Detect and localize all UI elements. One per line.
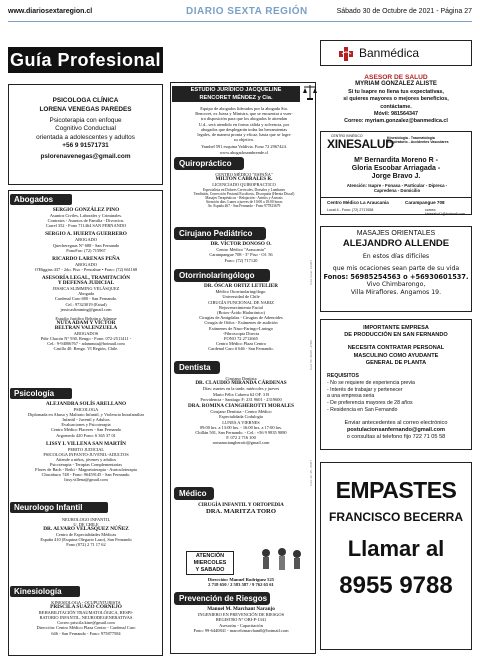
empleo-envio: Enviar antecedentes al correo electrónico bbox=[344, 419, 448, 426]
list-item: JESSICA SLIMMING VELÁSQUEZ bbox=[52, 286, 120, 292]
list-item: RATORIO INFANTIL, NEURODEGENERATIVAS bbox=[39, 615, 133, 621]
list-item[interactable]: Correo priscila.kine@gmail.com bbox=[57, 620, 115, 626]
list-item: DR. ÓSCAR ORTIZ LETELIER bbox=[204, 283, 278, 289]
psico-line-1: PSICOLOGA CLÍNICA bbox=[52, 97, 119, 104]
list-item: O'Higgins 437 - 2do. Piso - Pencahue • Fono: (72) 661168 bbox=[34, 266, 138, 272]
list-item: REHABILITACIÓN TRAUMATOLÓGICA, RESPI- bbox=[38, 610, 134, 616]
empleo-heading-1: IMPORTANTE EMPRESA bbox=[363, 325, 429, 331]
section-medico: Médico bbox=[174, 487, 214, 500]
atencion-line: ATENCIÓN bbox=[195, 553, 225, 559]
list-item: CIRUGÍA INFANTIL Y ORTOPEDIA bbox=[198, 502, 284, 508]
list-item: abogados que desplegarán todas las herramientas bbox=[200, 126, 288, 132]
empleo-req-item: - Interés de trabajar y pertenecer bbox=[327, 386, 403, 393]
list-item: 09:00 hrs. a 13:00 hrs. - 16:00 hrs. a 17:00 hrs. bbox=[199, 424, 283, 430]
psicologia-list bbox=[12, 402, 160, 482]
list-item: -Fibroscopia Directa bbox=[222, 330, 260, 336]
list-item: Argomedo 420 Fono: 6 365 37 01 bbox=[56, 432, 116, 438]
vertical-caption: Cód. Gruo: 124/01 bbox=[309, 260, 313, 285]
list-item: DRA. MARITZA TORO bbox=[206, 508, 276, 516]
list-item: Asesorías - Capacitación bbox=[219, 622, 263, 628]
section-quiropractico: Quiropráctico bbox=[174, 157, 244, 170]
abogados-list bbox=[12, 208, 160, 351]
list-item: Centro Médico "Araucania" bbox=[216, 247, 266, 253]
juridico-head-1: ESTUDIO JURÍDICO JACQUELINE bbox=[190, 87, 282, 93]
list-item: MILTON CABRALES R. bbox=[215, 176, 273, 183]
list-item: SERGIO GONZÁLEZ PINO bbox=[52, 207, 120, 213]
list-item: tra disposición para que los abogados le atiendan bbox=[201, 116, 287, 122]
kinesalud-foot-address: Carampangue 708 bbox=[405, 200, 445, 205]
list-item: Mario Félix Cabrera 62 OF. 3 B bbox=[212, 391, 270, 397]
section-abogados: Abogados bbox=[10, 194, 72, 205]
banmedica-logo-box bbox=[320, 40, 472, 66]
kinesalud-aten-line: Capredena - Domicilio bbox=[373, 188, 421, 194]
list-item: Médico Otorrinolaringólogo. bbox=[215, 289, 267, 295]
asesor-name: MYRIAM GONZALEZ ALISTE bbox=[355, 81, 437, 88]
empastes-title: EMPASTES bbox=[335, 477, 457, 503]
list-item: RICARDO LARENAS PEÑA bbox=[52, 255, 120, 262]
empleo-req-item: - Residencia en San Fernando bbox=[327, 407, 398, 413]
list-item: ALEJANDRA SOLÍS ARELLANO bbox=[45, 401, 127, 407]
section-prevencion-riesgos: Prevención de Riesgos bbox=[174, 592, 270, 605]
list-item: LISSY I. VILLENA SAN MARTÍN bbox=[45, 440, 127, 447]
kinesalud-spec: Respiratorio - Accidentes Vasculares bbox=[387, 140, 449, 145]
list-item[interactable]: Fono: 99-6440841 - marcelomarchant0@hotmail.com bbox=[193, 627, 289, 633]
empleo-heading-2: DE PRODUCCIÓN EN SAN FERNANDO bbox=[344, 332, 448, 339]
empastes-phone[interactable]: 8955 9788 bbox=[339, 572, 453, 599]
vertical-caption: Cód. 5b. 98.00 - 37/00 bbox=[309, 340, 313, 370]
list-item: LICENCIADO QUIROPRACTICO bbox=[212, 182, 276, 188]
scales-of-justice-icon bbox=[302, 83, 318, 101]
list-item: PSICOLOGA INFANTO-JUVENIL-ADULTOS bbox=[43, 451, 129, 457]
kinesalud-doctor: Mª Bernardita Moreno R - bbox=[354, 157, 438, 164]
psico-line-2: LORENA VENEGAS PAREDES bbox=[39, 106, 132, 113]
section-cirujano-pediatrico: Cirujano Pediátrico bbox=[174, 227, 266, 240]
psico-body-1: Psicoterapia con enfoque bbox=[49, 117, 122, 124]
list-item: DR. CLAUDIO MIRANDA CÁRDENAS bbox=[195, 380, 287, 387]
list-item: Fono (072) 2 71 17 62 bbox=[66, 542, 106, 548]
list-item: Carampangue 708 - 3° Piso - Of. 56 bbox=[209, 252, 273, 258]
kinesalud-specialties bbox=[387, 136, 449, 145]
list-item: Rejuvenecimiento Facial bbox=[219, 304, 263, 310]
list-item: CIRUGÍA FUNCIONAL DE NARIZ bbox=[208, 299, 274, 305]
list-item: Cel.: 97323019 (Estud) bbox=[65, 301, 107, 307]
dentista-list bbox=[176, 376, 306, 446]
list-item: NEUROLOGO INFANTIL bbox=[61, 517, 111, 522]
kinesalud-doctor: Gloria Escobar Arriagada - bbox=[351, 165, 441, 173]
psico-body-2: Cognitivo Conductual bbox=[55, 125, 116, 133]
list-item: Cardenal Caro 680 - San Fernando. bbox=[54, 296, 118, 302]
list-item: FonoFax: (72) 715967 bbox=[66, 247, 106, 253]
list-item: CENTRO MÉDICO "ESPAÑA" bbox=[215, 172, 273, 177]
list-item: Infantil - Juvenil y Adultos bbox=[62, 417, 110, 423]
list-item: Cardenal Caro # 646 - San Fernando. bbox=[208, 346, 274, 352]
list-item: Dirección: Manuel Rodríguez 525 bbox=[207, 577, 275, 582]
list-item: Centro Médico Placeres - San Fernando bbox=[50, 427, 122, 433]
kinesalud-foot-centro: Centro Médico La Araucania bbox=[327, 200, 389, 205]
quiro-list bbox=[176, 172, 312, 209]
otorrino-list bbox=[176, 284, 306, 352]
list-item: Atiende a niños, jóvenes y adultos bbox=[55, 456, 117, 462]
list-item: Evaluaciones y Psicoterapia bbox=[61, 422, 111, 428]
page-header bbox=[8, 6, 472, 20]
list-item: PRISCILA SUAZO CORNEJO bbox=[50, 604, 122, 611]
list-item: Carrel 352 - Fono 711464 SAN FERNANDO bbox=[45, 223, 127, 229]
juridico-head-2: RENCORET MÉNDEZ y Cia. bbox=[199, 94, 273, 101]
riesgos-list bbox=[176, 607, 306, 633]
list-item: BELTRAN VALENZUELA bbox=[54, 324, 118, 331]
list-item: Cirugía de Oídos - Exámenes de audición bbox=[204, 320, 278, 326]
empleo-email[interactable]: postulacionsanfernando@gmail.com bbox=[346, 427, 446, 433]
empleo-req-item: a una empresa seria bbox=[327, 393, 375, 400]
empleo-requisitos: REQUISITOS bbox=[327, 373, 359, 380]
masajes-address-2: Villa Miraflores. Angamos 19. bbox=[350, 289, 442, 297]
list-item: Especialista en Dolores Cervicales, Dorsales y Lumbares bbox=[202, 187, 286, 192]
list-item: Asuntos Civiles, Laborales y Criminales. bbox=[49, 213, 123, 219]
asesor-movil[interactable]: Móvil: 981564347 bbox=[373, 111, 419, 118]
asesor-line-3: contáctame. bbox=[380, 103, 412, 110]
list-item: Centro de Especialidades Médicas bbox=[55, 532, 117, 538]
kinesalud-foot-email[interactable]: correo: kinesalud1@hotmail.com bbox=[425, 208, 466, 216]
kinesalud-doctors bbox=[321, 157, 471, 182]
list-item: Quechereguas N° 688 - San Fernando bbox=[52, 242, 120, 248]
asesor-correo[interactable]: Correo: myriam.gonzalez@banmedica.cl bbox=[344, 118, 448, 125]
list-item: Av. España 467 - San Fernando - Fono 977823679 bbox=[207, 204, 281, 209]
children-illustration-icon bbox=[256, 547, 306, 575]
empleo-heading-5: GENERAL DE PLANTA bbox=[365, 359, 427, 366]
atencion-line: Y SABADO bbox=[195, 567, 225, 573]
list-item: DRA. ROMINA CIANGHEROTTI MORALES bbox=[187, 403, 295, 410]
psico-body-3: orientada a adolescentes y adultos bbox=[36, 133, 135, 141]
list-item: Psicoterapia - Terapias Complementarias bbox=[50, 462, 122, 468]
empleo-telefono[interactable]: o consultas al telefono fijo 722 71 05 58 bbox=[346, 434, 446, 441]
empleo-heading-3: NECESITA CONTRATAR PERSONAL bbox=[347, 345, 445, 352]
neurologo-list bbox=[12, 517, 160, 548]
list-item: Días: martes en la tarde, miércoles y jueves bbox=[202, 386, 280, 392]
banmedica-brand: Banmédica bbox=[359, 46, 420, 60]
site-url[interactable]: www.diariosextaregion.cl bbox=[8, 8, 93, 15]
list-item: Dirección: Centro Médico Plaza Centro - Cardenal Caro bbox=[36, 625, 136, 631]
list-item: Flores de Bach - Reiki - Magnetoterapia - Auriculoterapia bbox=[35, 467, 137, 473]
date-page: Sábado 30 de Octubre de 2021 - Página 27 bbox=[336, 8, 472, 15]
kinesalud-doctor: Jorge Bravo J. bbox=[371, 173, 421, 181]
section-kinesiologia: Kinesiología bbox=[10, 586, 80, 597]
section-psicologia: Psicología bbox=[10, 388, 72, 399]
list-item: Fono: (72) 717120 bbox=[224, 257, 258, 263]
list-item: Casilla 40. Rengo. VI Región, Chile. bbox=[53, 346, 119, 352]
list-item: 646 - San Fernando - Fono: 975877584 bbox=[51, 630, 121, 636]
list-item: Masajes Terapéuticos - Relajación - Artritis y Artrosis bbox=[205, 196, 283, 201]
asesor-ad bbox=[320, 74, 472, 126]
asesor-line-2: si quieres mayores o mejores beneficios, bbox=[343, 96, 449, 103]
empleo-heading-4: MASCULINO COMO AYUDANTE bbox=[353, 352, 439, 359]
kinesalud-foot-phone[interactable]: Local 4 - Fono: (72) 2717658 bbox=[327, 208, 374, 212]
list-item: INGENIERO EN PREVENCIÓN DE RIESGOS bbox=[197, 612, 285, 618]
list-item: Contratos - Asuntos de Familia - Divorcios. bbox=[47, 218, 125, 224]
list-item: Universidad de Chile bbox=[222, 294, 260, 300]
list-item: Estudio Jurídico Beltrán y Adasme bbox=[55, 315, 117, 321]
list-item: ABOGADOS bbox=[73, 330, 99, 336]
list-item: Y DEFENSA JUDICIAL bbox=[57, 280, 115, 287]
list-item: ABOGADO bbox=[75, 237, 97, 243]
list-item: (Botox-Ácido Hialurónico) bbox=[217, 310, 265, 316]
juridico-header bbox=[172, 86, 300, 102]
cirujano-list bbox=[176, 242, 306, 263]
list-item: Atención días: Lunes a jueves de 10:00 a 18:00 horas bbox=[205, 200, 283, 205]
section-neurologo: Neurologo Infantil bbox=[10, 502, 108, 513]
banmedica-logo-icon bbox=[339, 47, 355, 61]
list-item: DR. ALVARO VELÁSQUEZ NÚÑEZ bbox=[43, 526, 129, 533]
list-item[interactable]: Cel.: 9-94006767 - adamnuta@hotmail.com bbox=[47, 341, 125, 347]
list-item: PERITO JUDICIAL bbox=[67, 446, 105, 452]
masajes-address-1: Vivo Chimbarongo, bbox=[366, 281, 426, 289]
list-item: Chillán 501, San Fernando. - Cel.: +56 9 9835 9080 bbox=[195, 430, 287, 436]
list-item: KINESIOLOGA - OCUPUNTURISTA bbox=[51, 600, 121, 605]
list-item: Equipo de abogados liderados por la abogada Sta. bbox=[200, 106, 288, 111]
newspaper-name: DIARIO SEXTA REGIÓN bbox=[186, 6, 308, 17]
list-item: SERGIO A. HUERTA GUERRERO bbox=[45, 231, 127, 238]
list-item: ASESORÍA LEGAL, TRAMITACIÓN bbox=[41, 275, 131, 282]
list-item: legales, de manera pronta y eficaz, hasta que se logre bbox=[197, 132, 291, 138]
empleo-req-item: - No se requiere de experiencia previa bbox=[327, 379, 415, 386]
masajes-line-1: En estos días difíciles bbox=[362, 253, 430, 260]
juridico-text bbox=[174, 106, 314, 155]
empleo-ad bbox=[320, 319, 472, 450]
list-item: F. 072 2 716 100 bbox=[226, 435, 256, 441]
kinesalud-centro: CENTRO KINÉSICO bbox=[331, 134, 363, 138]
empastes-ad bbox=[320, 462, 472, 650]
psicologa-ad bbox=[8, 95, 163, 180]
section-otorrino: Otorrinolaringólogo bbox=[174, 269, 270, 282]
list-item: Cirujano Dentista - Centro Médico bbox=[210, 409, 272, 415]
empastes-name: FRANCISCO BECERRA bbox=[328, 510, 463, 524]
list-item[interactable]: jessicaslimming@gmail.com bbox=[60, 306, 112, 312]
atencion-line: MIERCOLES bbox=[193, 560, 227, 566]
medico-direccion bbox=[176, 577, 306, 587]
list-item[interactable]: lissy.villena@gmail.com bbox=[64, 477, 108, 483]
list-item: REGISTRO N° OBI-P-1341 bbox=[215, 617, 267, 623]
empastes-call: Llamar al bbox=[347, 536, 445, 561]
list-item: LUNES A VIERNES bbox=[222, 419, 260, 425]
asesor-line-1: Si tu Isapre no llena tus expectativas, bbox=[348, 88, 444, 95]
atencion-box bbox=[186, 551, 234, 575]
list-item: Abogada bbox=[78, 291, 94, 297]
list-item: Manuel M. Marchant Naranjo bbox=[207, 606, 275, 612]
kinesalud-footer bbox=[321, 197, 471, 215]
list-item: DR. VÍCTOR DONOSO O. bbox=[210, 241, 272, 247]
list-item: España 410 (Esquina Olegario Lazo), San Fernando bbox=[40, 537, 132, 543]
empleo-req-item: - De preferencia mayores de 28 años bbox=[327, 400, 413, 407]
list-item: Pdte Chacón N° 930, Rengo - Fono: 072-2511411 - bbox=[40, 336, 132, 342]
list-item: 2 718 650 / 2 583 587 / 9 762 65 61 bbox=[208, 582, 274, 588]
masajes-name: ALEJANDRO ALLENDE bbox=[342, 238, 450, 249]
kinesalud-aten-line: Atención: Isapre - Fonasa - Particular - Dipreca - bbox=[346, 183, 448, 188]
masajes-phones[interactable]: Fonos: 56985254563 o +56930601537. bbox=[323, 273, 469, 281]
asesor-title: ASESOR DE SALUD bbox=[364, 74, 428, 81]
kinesalud-ad bbox=[320, 131, 472, 215]
list-item: Rencoret, ex Jueza y Ministra, que se encuentra a vues- bbox=[195, 111, 293, 117]
psico-phone[interactable]: +56 9 91571731 bbox=[62, 142, 109, 150]
header-rule bbox=[8, 21, 472, 22]
list-item: Chacabuco 748 - Fono: 96459145 - San Fernando. bbox=[41, 472, 131, 478]
list-item: Diplomada en Abuso y Maltrato Infantil, y Violencia Intrafamiliar bbox=[27, 412, 145, 418]
list-item: Tendinitis, Corrección Postural Escoliosis, Discopatía (Hernia Discal) bbox=[193, 191, 295, 196]
list-item: U. DE CHILE bbox=[73, 522, 99, 528]
masajes-title: MASAJES ORIENTALES bbox=[356, 230, 436, 237]
guide-title: Guía Profesional bbox=[8, 47, 163, 73]
list-item: Providencia - Santiago F: 231 9601 - 2319600 bbox=[200, 396, 282, 402]
masajes-ad bbox=[320, 226, 472, 312]
section-dentista: Dentista bbox=[174, 361, 220, 374]
kinesiologia-list bbox=[12, 600, 160, 636]
list-item: Especialidada Codulogía bbox=[219, 414, 263, 420]
masajes-line-2: que mis ocaciones sean parte de su vida bbox=[332, 265, 460, 272]
medico-list bbox=[176, 503, 306, 516]
list-item: U.d., será atendido en forma cálida y solvencia, por bbox=[198, 121, 290, 127]
list-item: ABOGADO bbox=[75, 261, 97, 267]
list-item: PSICOLOGA bbox=[73, 407, 99, 413]
list-item: Centro Médico Plaza Centro bbox=[215, 341, 267, 347]
vertical-caption: Cód: 22: 28 - 05/07 bbox=[309, 460, 313, 486]
list-item: su objetivo. bbox=[233, 137, 255, 143]
list-item[interactable]: romanaciangherotti@gmail.com bbox=[212, 440, 270, 446]
kinesalud-atencion bbox=[325, 183, 469, 194]
list-item[interactable]: www.abogadosambrende.cl bbox=[219, 149, 269, 155]
list-item: Exámenes de Naso-Faringo-Laringo bbox=[209, 325, 273, 331]
list-item: Cirugías de Amígdalas - Cirugías de Adenoides bbox=[199, 315, 283, 321]
list-item: NUTA ADAM Y VÍCTOR bbox=[56, 319, 116, 326]
list-item: Cirujano Dentista bbox=[225, 376, 257, 381]
kinesalud-spec: Kinesiología - Traumatología bbox=[387, 136, 435, 140]
list-item: FONO 72 2712665 bbox=[224, 336, 258, 342]
list-item: Yumbel 591 esquina Valdivia. Fono 72 2967424. bbox=[201, 144, 287, 150]
psico-email[interactable]: pslorenavenegas@gmail.com bbox=[40, 152, 131, 160]
kinesalud-logo: XINESALUD bbox=[327, 137, 394, 151]
